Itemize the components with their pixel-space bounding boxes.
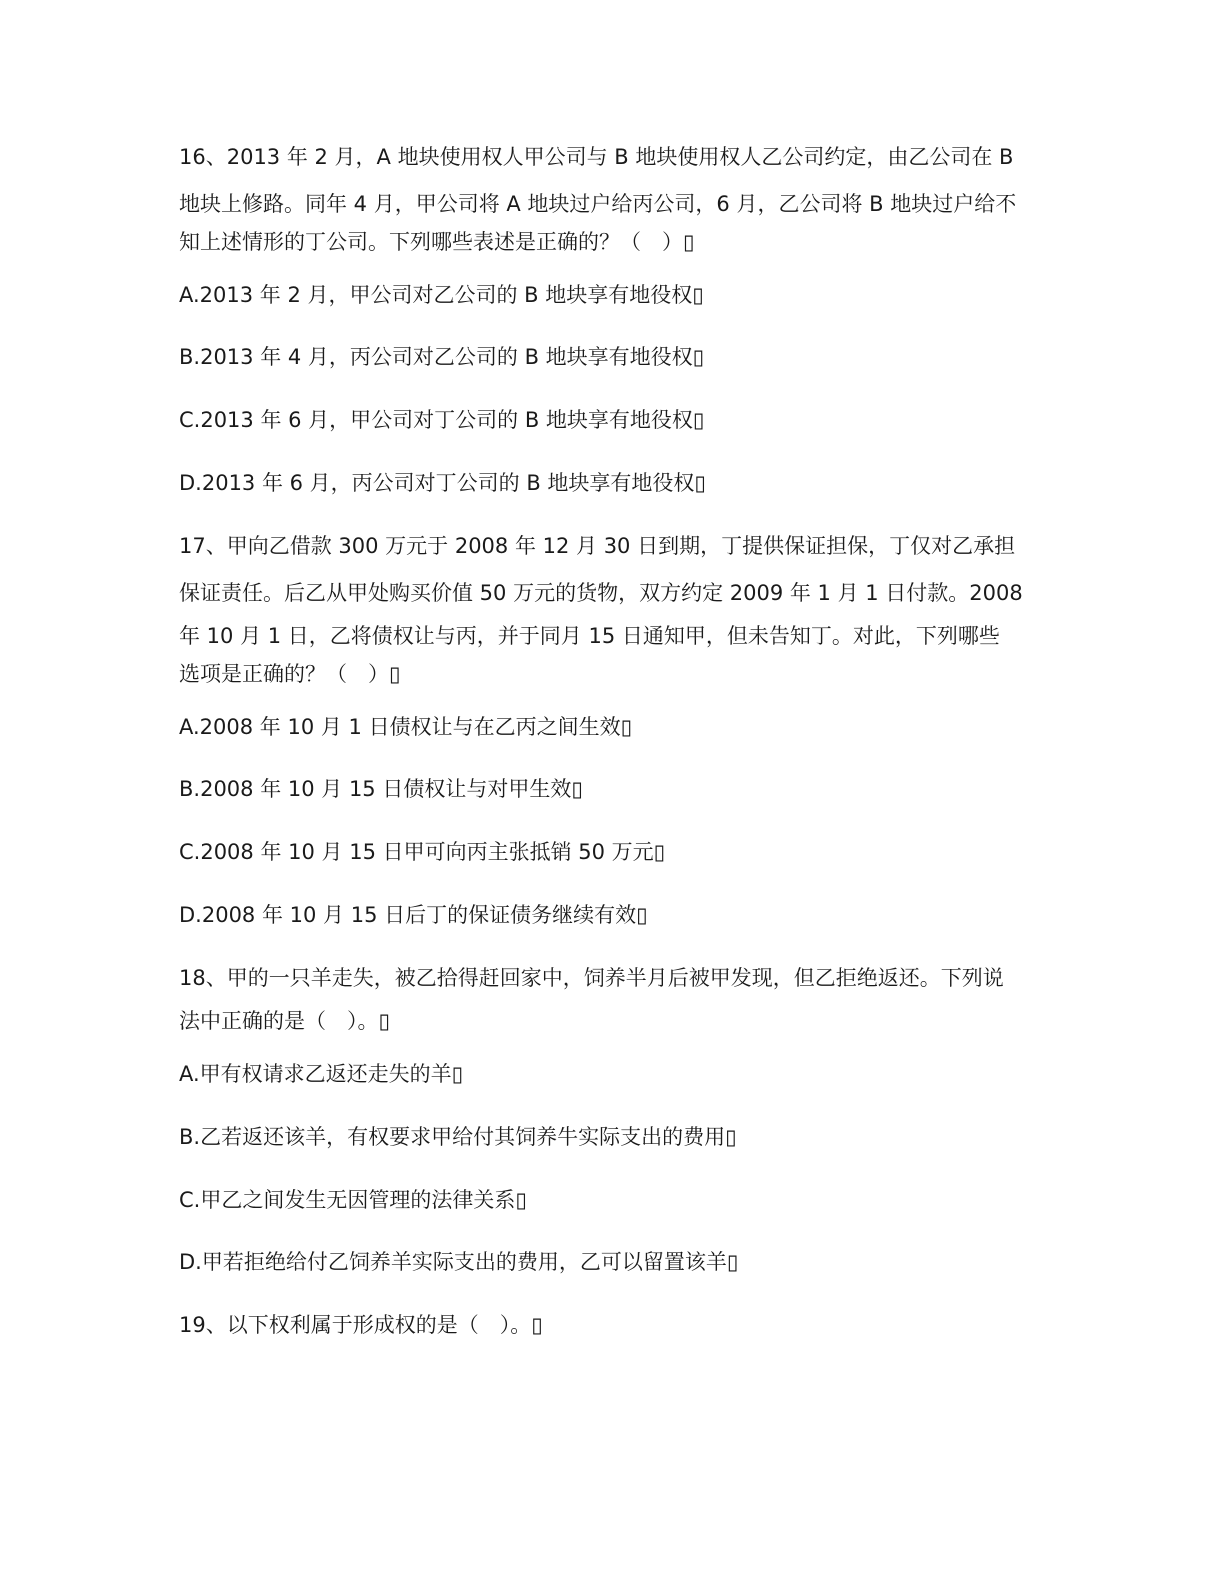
q16-stem-line-1: 16、2013 年 2 月，A 地块使用权人甲公司与 B 地块使用权人乙公司约定，由乙公司在 B	[179, 145, 1014, 169]
q16-option-a: A.2013 年 2 月，甲公司对乙公司的 B 地块享有地役权▯	[179, 283, 704, 307]
q18-stem-line-2: 法中正确的是（ ）。▯	[179, 1009, 391, 1033]
q18-option-b: B.乙若返还该羊，有权要求甲给付其饲养牛实际支出的费用▯	[179, 1125, 737, 1149]
q18-stem-line-1: 18、甲的一只羊走失，被乙拾得赶回家中，饲养半月后被甲发现，但乙拒绝返还。下列说	[179, 966, 1004, 990]
q17-option-b: B.2008 年 10 月 15 日债权让与对甲生效▯	[179, 777, 583, 801]
q18-option-c: C.甲乙之间发生无因管理的法律关系▯	[179, 1188, 527, 1212]
q16-stem-line-2: 地块上修路。同年 4 月，甲公司将 A 地块过户给丙公司，6 月，乙公司将 B 地块过户给不	[179, 192, 1017, 216]
q17-stem-line-4: 选项是正确的？（ ）▯	[179, 662, 401, 686]
q18-option-a: A.甲有权请求乙返还走失的羊▯	[179, 1062, 464, 1086]
q17-stem-line-3: 年 10 月 1 日，乙将债权让与丙，并于同月 15 日通知甲，但未告知丁。对此，下列哪些	[179, 624, 1000, 648]
q17-stem-line-1: 17、甲向乙借款 300 万元于 2008 年 12 月 30 日到期，丁提供保证担保，丁仅对乙承担	[179, 534, 1016, 558]
q16-option-b: B.2013 年 4 月，丙公司对乙公司的 B 地块享有地役权▯	[179, 345, 705, 369]
q17-option-a: A.2008 年 10 月 1 日债权让与在乙丙之间生效▯	[179, 715, 633, 739]
q16-option-c: C.2013 年 6 月，甲公司对丁公司的 B 地块享有地役权▯	[179, 408, 705, 432]
q17-stem-line-2: 保证责任。后乙从甲处购买价值 50 万元的货物，双方约定 2009 年 1 月 1 日付款。2008	[179, 581, 1023, 605]
q19-stem-line-1: 19、以下权利属于形成权的是（ ）。▯	[179, 1313, 543, 1337]
q16-stem-line-3: 知上述情形的丁公司。下列哪些表述是正确的？（ ）▯	[179, 230, 695, 254]
q18-option-d: D.甲若拒绝给付乙饲养羊实际支出的费用，乙可以留置该羊▯	[179, 1250, 739, 1274]
q16-option-d: D.2013 年 6 月，丙公司对丁公司的 B 地块享有地役权▯	[179, 471, 706, 495]
q17-option-c: C.2008 年 10 月 15 日甲可向丙主张抵销 50 万元▯	[179, 840, 666, 864]
q17-option-d: D.2008 年 10 月 15 日后丁的保证债务继续有效▯	[179, 903, 648, 927]
